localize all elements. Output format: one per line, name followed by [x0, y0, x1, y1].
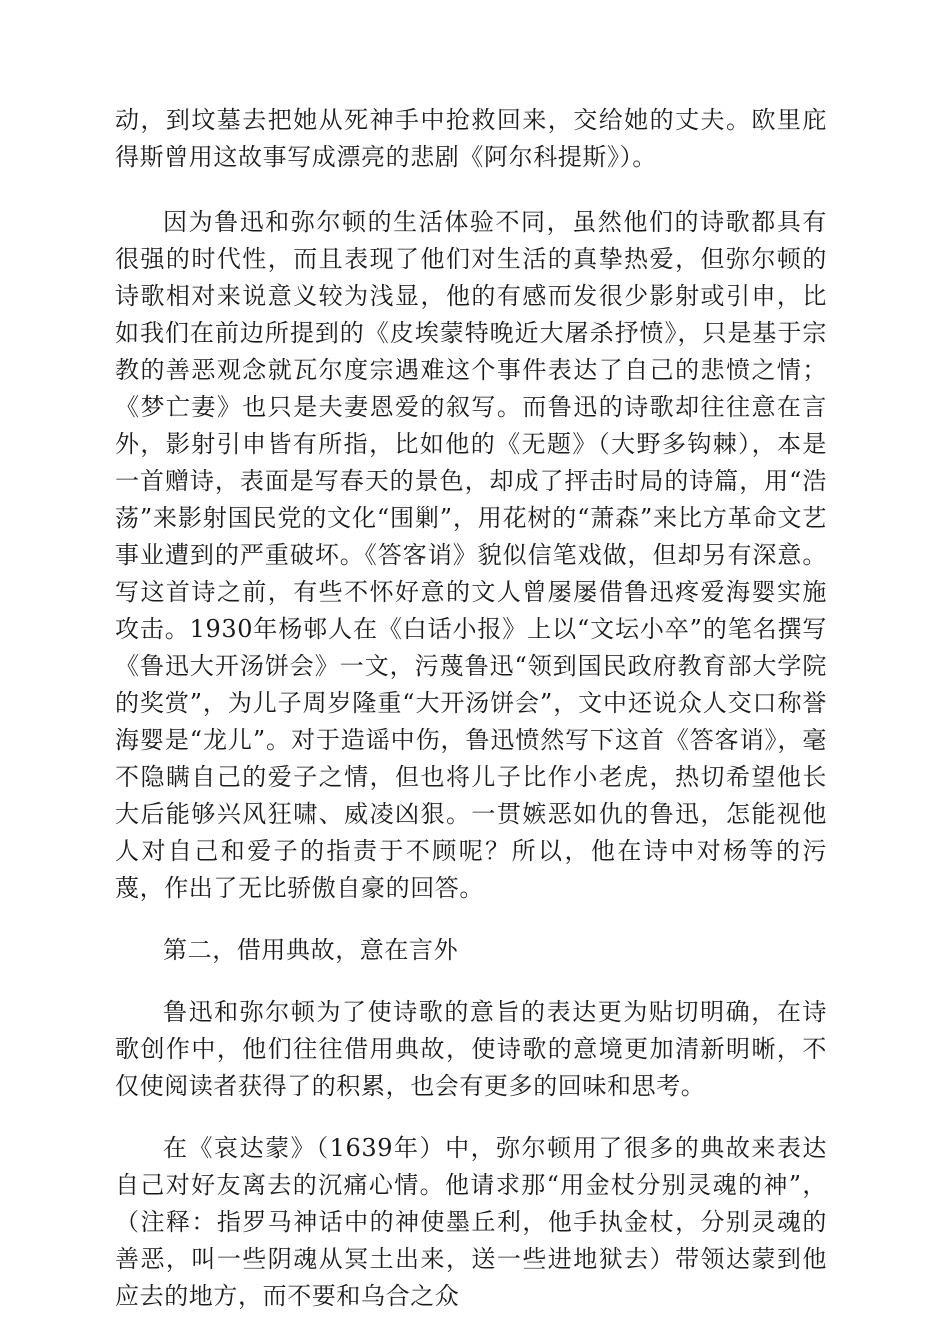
paragraph-comparison: 因为鲁迅和弥尔顿的生活体验不同，虽然他们的诗歌都具有很强的时代性，而且表现了他们对生活的真挚热爱，但弥尔顿的诗歌相对来说意义较为浅显，他的有感而发很少影射或引申，比如我们在前边所提到的《皮埃蒙特晚近大屠杀抒愤》，只是基于宗教的善恶观念就瓦尔度宗遇难这个事件表达了自己的悲愤之情；《梦亡妻》也只是夫妻恩爱的叙写。而鲁迅的诗歌却往往意在言外，影射引申皆有所指，比如他的《无题》（大野多钩棘），本是一首赠诗，表面是写春天的景色，却成了抨击时局的诗篇，用“浩荡”来影射国民党的文化“围剿”，用花树的“萧森”来比方革命文艺事业遭到的严重破坏。《答客诮》貌似信笔戏做，但却另有深意。写这首诗之前，有些不怀好意的文人曾屡屡借鲁迅疼爱海婴实施攻击。1930年杨邨人在《白话小报》上以“文坛小卒”的笔名撰写《鲁迅大开汤饼会》一文，污蔑鲁迅“领到国民政府教育部大学院的奖赏”，为儿子周岁隆重“大开汤饼会”，文中还说众人交口称誉海婴是“龙儿”。对于造谣中伤，鲁迅愤然写下这首《答客诮》，毫不隐瞒自己的爱子之情，但也将儿子比作小老虎，热切希望他长大后能够兴风狂啸、威凌凶狠。一贯嫉恶如仇的鲁迅，怎能视他人对自己和爱子的指责于不顾呢？所以，他在诗中对杨等的污蔑，作出了无比骄傲自豪的回答。: [115, 208, 827, 902]
paragraph-continuation: 动，到坟墓去把她从死神手中抢救回来，交给她的丈夫。欧里庇得斯曾用这故事写成漂亮的悲剧《阿尔科提斯》）。: [115, 106, 827, 171]
section-heading: 第二，借用典故，意在言外: [163, 936, 459, 964]
paragraph-lycidas: 在《哀达蒙》（1639年）中，弥尔顿用了很多的典故来表达自己对好友离去的沉痛心情。他请求那“用金杖分别灵魂的神”，（注释：指罗马神话中的神使墨丘利，他手执金杖，分别灵魂的善恶，叫一些阴魂从冥土出来，送一些进地狱去）带领达蒙到他应去的地方，而不要和乌合之众: [115, 1134, 827, 1310]
paragraph-allusion-intro: 鲁迅和弥尔顿为了使诗歌的意旨的表达更为贴切明确，在诗歌创作中，他们往往借用典故，使诗歌的意境更加清新明晰，不仅使阅读者获得了的积累，也会有更多的回味和思考。: [115, 998, 827, 1100]
document-body: [115, 102, 827, 1340]
